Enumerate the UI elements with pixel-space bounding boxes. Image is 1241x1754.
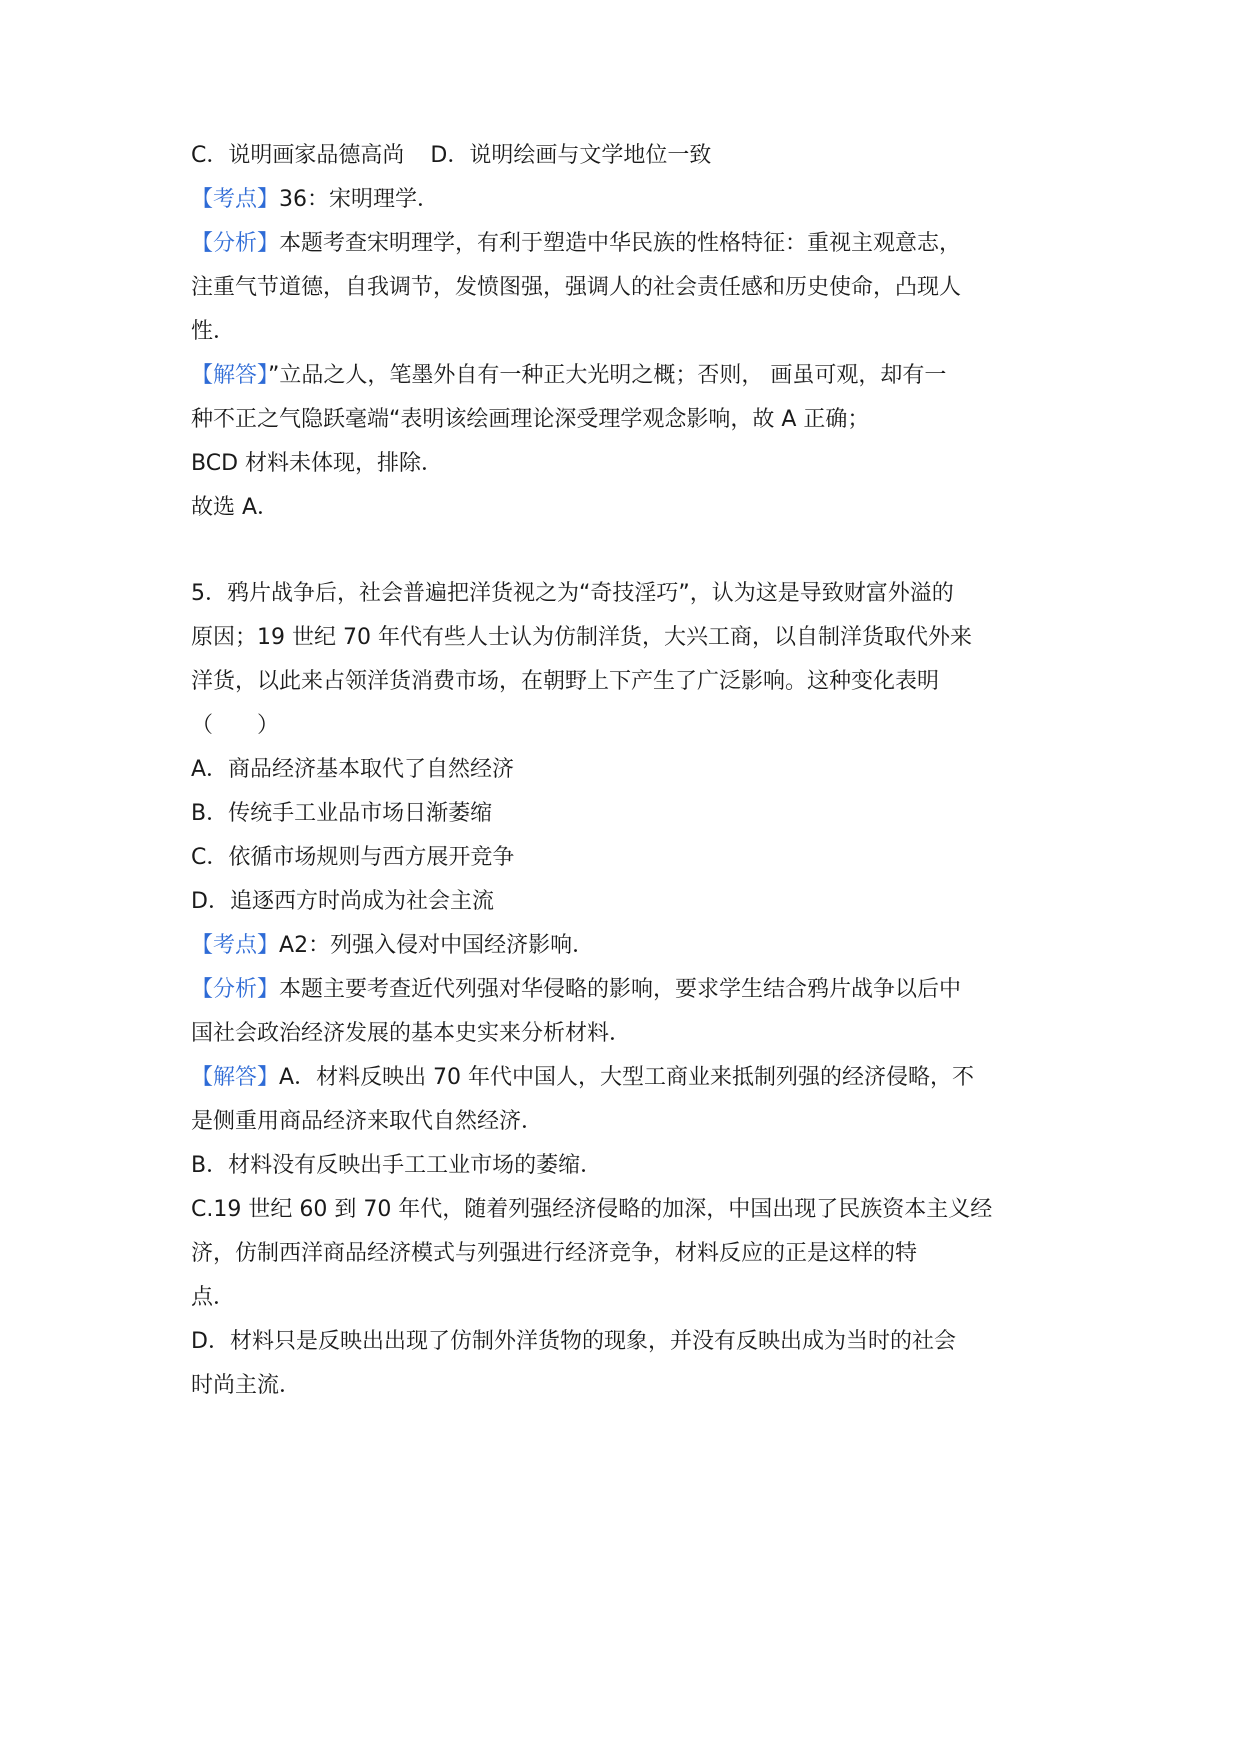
jieda-line: C.19 世纪 60 到 70 年代，随着列强经济侵略的加深，中国出现了民族资本主义经 bbox=[191, 1197, 993, 1222]
jieda-text: ”立品之人，笔墨外自有一种正大光明之概；否则， 画虽可观，却有一 bbox=[268, 363, 947, 388]
kaodian-text: 36：宋明理学． bbox=[279, 187, 440, 212]
jieda-text: A．材料反映出 70 年代中国人，大型工商业来抵制列强的经济侵略，不 bbox=[279, 1065, 975, 1090]
jieda-line: 种不正之气隐跃毫端“表明该绘画理论深受理学观念影响，故 A 正确； bbox=[191, 407, 870, 432]
fenxi-line: 国社会政治经济发展的基本史实来分析材料． bbox=[191, 1021, 632, 1046]
option-b: B．传统手工业品市场日渐萎缩 bbox=[191, 801, 493, 826]
question-stem: 5．鸦片战争后，社会普遍把洋货视之为“奇技淫巧”，认为这是导致财富外溢的 bbox=[191, 581, 954, 606]
fenxi-text: 本题考查宋明理学，有利于塑造中华民族的性格特征：重视主观意志， bbox=[279, 231, 962, 256]
option-d: D．追逐西方时尚成为社会主流 bbox=[191, 889, 494, 914]
fenxi-line bbox=[191, 975, 961, 1005]
jieda-tag: 【解答】 bbox=[191, 363, 269, 388]
jieda-line: 故选 A． bbox=[191, 495, 280, 520]
option-a: A．商品经济基本取代了自然经济 bbox=[191, 757, 515, 782]
option-c: C．依循市场规则与西方展开竞争 bbox=[191, 845, 515, 870]
jieda-line: B．材料没有反映出手工工业市场的萎缩． bbox=[191, 1153, 603, 1178]
jieda-line bbox=[191, 361, 946, 391]
fenxi-line: 注重气节道德，自我调节，发愤图强，强调人的社会责任感和历史使命，凸现人 bbox=[191, 275, 962, 300]
fenxi-tag: 【分析】 bbox=[191, 231, 280, 256]
fenxi-line bbox=[191, 229, 961, 259]
jieda-line: BCD 材料未体现，排除． bbox=[191, 451, 444, 476]
fenxi-tag: 【分析】 bbox=[191, 977, 280, 1002]
jieda-line: 是侧重用商品经济来取代自然经济． bbox=[191, 1109, 544, 1134]
kaodian-text: A2：列强入侵对中国经济影响． bbox=[279, 933, 595, 958]
jieda-line bbox=[191, 1063, 974, 1093]
question-stem: 原因；19 世纪 70 年代有些人士认为仿制洋货，大兴工商，以自制洋货取代外来 bbox=[191, 625, 972, 650]
jieda-line: D．材料只是反映出出现了仿制外洋货物的现象，并没有反映出成为当时的社会 bbox=[191, 1329, 956, 1354]
jieda-line: 点． bbox=[191, 1285, 236, 1310]
answer-blank: （ ） bbox=[191, 713, 280, 738]
fenxi-text: 本题主要考查近代列强对华侵略的影响，要求学生结合鸦片战争以后中 bbox=[279, 977, 962, 1002]
jieda-tag: 【解答】 bbox=[191, 1065, 280, 1090]
kaodian-tag: 【考点】 bbox=[191, 187, 280, 212]
options-c-d bbox=[191, 141, 711, 171]
kaodian-line bbox=[191, 185, 439, 215]
option-d: D．说明绘画与文学地位一致 bbox=[430, 143, 712, 168]
option-c: C．说明画家品德高尚 bbox=[191, 143, 405, 168]
kaodian-tag: 【考点】 bbox=[191, 933, 280, 958]
fenxi-line: 性． bbox=[191, 319, 236, 344]
jieda-line: 时尚主流． bbox=[191, 1373, 302, 1398]
kaodian-line bbox=[191, 931, 594, 961]
question-stem: 洋货，以此来占领洋货消费市场，在朝野上下产生了广泛影响。这种变化表明 bbox=[191, 669, 940, 694]
jieda-line: 济，仿制西洋商品经济模式与列强进行经济竞争，材料反应的正是这样的特 bbox=[191, 1241, 918, 1266]
